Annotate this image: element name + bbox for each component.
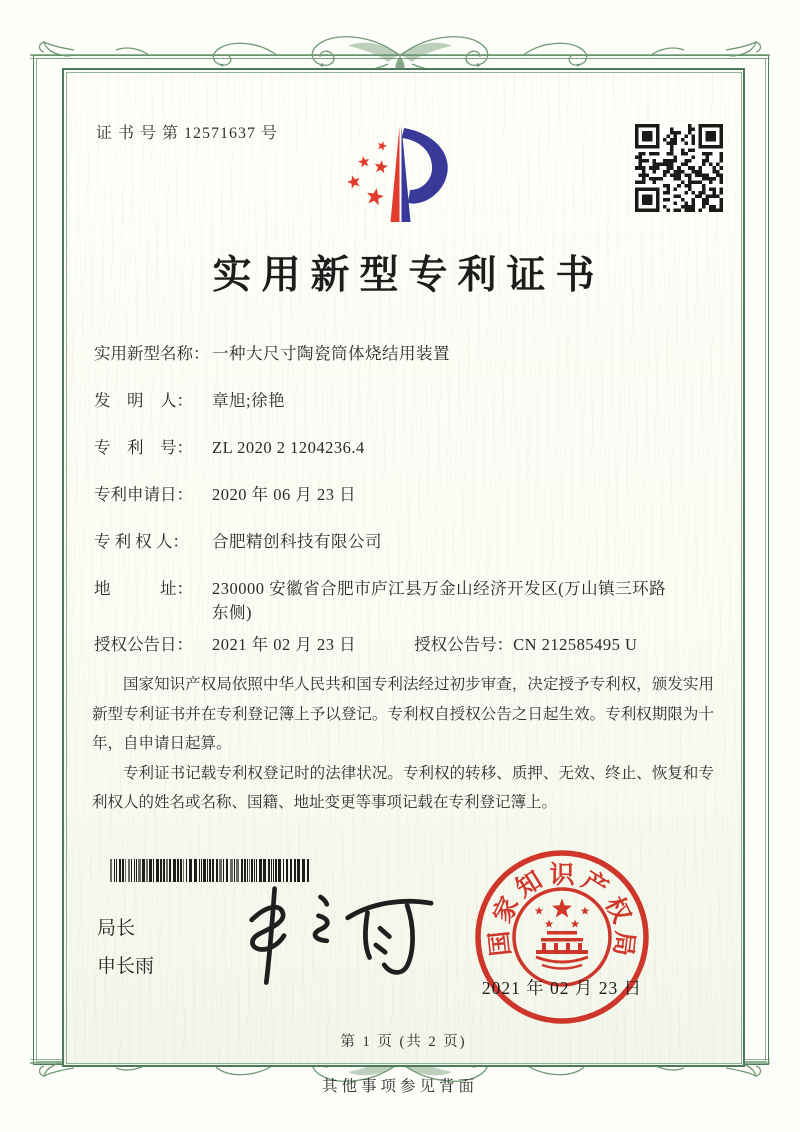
field-label: 地 址： xyxy=(94,579,193,598)
svg-text:国: 国 xyxy=(486,929,516,958)
field-value: 章旭;徐艳 xyxy=(212,391,286,410)
field-row-address xyxy=(94,577,709,625)
field-label: 发 明 人： xyxy=(94,391,193,410)
legal-paragraph: 专利证书记载专利权登记时的法律状况。专利权的转移、质押、无效、终止、恢复和专利权人的姓名或名称、国籍、地址变更等事项记载在专利登记簿上。 xyxy=(92,764,714,811)
national-emblem-icon xyxy=(514,889,610,985)
field-label: 实用新型名称： xyxy=(94,344,210,363)
cnipa-logo-icon xyxy=(338,118,468,228)
svg-text:家: 家 xyxy=(489,892,525,928)
field-value: 一种大尺寸陶瓷筒体烧结用装置 xyxy=(212,344,450,363)
field-value: ZL 2020 2 1204236.4 xyxy=(212,438,365,457)
certificate-number: 证 书 号 第 12571637 号 xyxy=(96,125,279,142)
field-value: CN 212585495 U xyxy=(513,635,638,654)
page-number: 第 1 页 (共 2 页) xyxy=(340,1034,467,1050)
svg-text:局: 局 xyxy=(608,929,638,958)
certificate-fields xyxy=(94,342,709,680)
field-value: 2021 年 02 月 23 日 xyxy=(212,635,357,654)
field-value: 合肥精创科技有限公司 xyxy=(212,532,382,551)
field-label: 授权公告日： xyxy=(94,635,193,654)
officer-block xyxy=(97,910,154,986)
field-label: 专利申请日： xyxy=(94,485,193,504)
qr-code-icon xyxy=(635,124,723,212)
field-label: 授权公告号： xyxy=(414,635,514,654)
svg-text:产: 产 xyxy=(576,866,613,903)
field-row-patentee xyxy=(94,530,709,554)
svg-text:知: 知 xyxy=(511,866,548,903)
officer-name: 申长雨 xyxy=(97,956,155,977)
back-note: 其他事项参见背面 xyxy=(321,1078,478,1095)
svg-text:权: 权 xyxy=(599,892,635,928)
field-row-grant xyxy=(94,633,709,657)
field-label: 专 利 号： xyxy=(94,438,193,457)
inner-frame xyxy=(62,68,745,1067)
legal-paragraph: 国家知识产权局依照中华人民共和国专利法经过初步审查，决定授予专利权，颁发实用新型专利证书并在专利登记簿上予以登记。专利权自授权公告之日起生效。专利权期限为十年，自申请日起算。 xyxy=(92,676,714,752)
cnipa-red-seal xyxy=(472,847,652,1027)
field-row-filing-date xyxy=(94,483,709,507)
field-row-inventor xyxy=(94,389,709,413)
field-label: 专 利 权 人： xyxy=(94,532,189,551)
legal-text xyxy=(92,670,714,818)
field-row-patent-no xyxy=(94,436,709,460)
svg-text:识: 识 xyxy=(549,862,575,889)
seal-date: 2021 年 02 月 23 日 xyxy=(481,978,643,998)
field-value: 230000 安徽省合肥市庐江县万金山经济开发区(万山镇三环路东侧) xyxy=(212,579,667,622)
signature-shen-changyu xyxy=(212,876,452,991)
certificate-title: 实用新型专利证书 xyxy=(212,254,605,297)
field-value: 2020 年 06 月 23 日 xyxy=(212,485,357,504)
field-row-name xyxy=(94,342,709,366)
officer-title: 局长 xyxy=(97,918,136,939)
